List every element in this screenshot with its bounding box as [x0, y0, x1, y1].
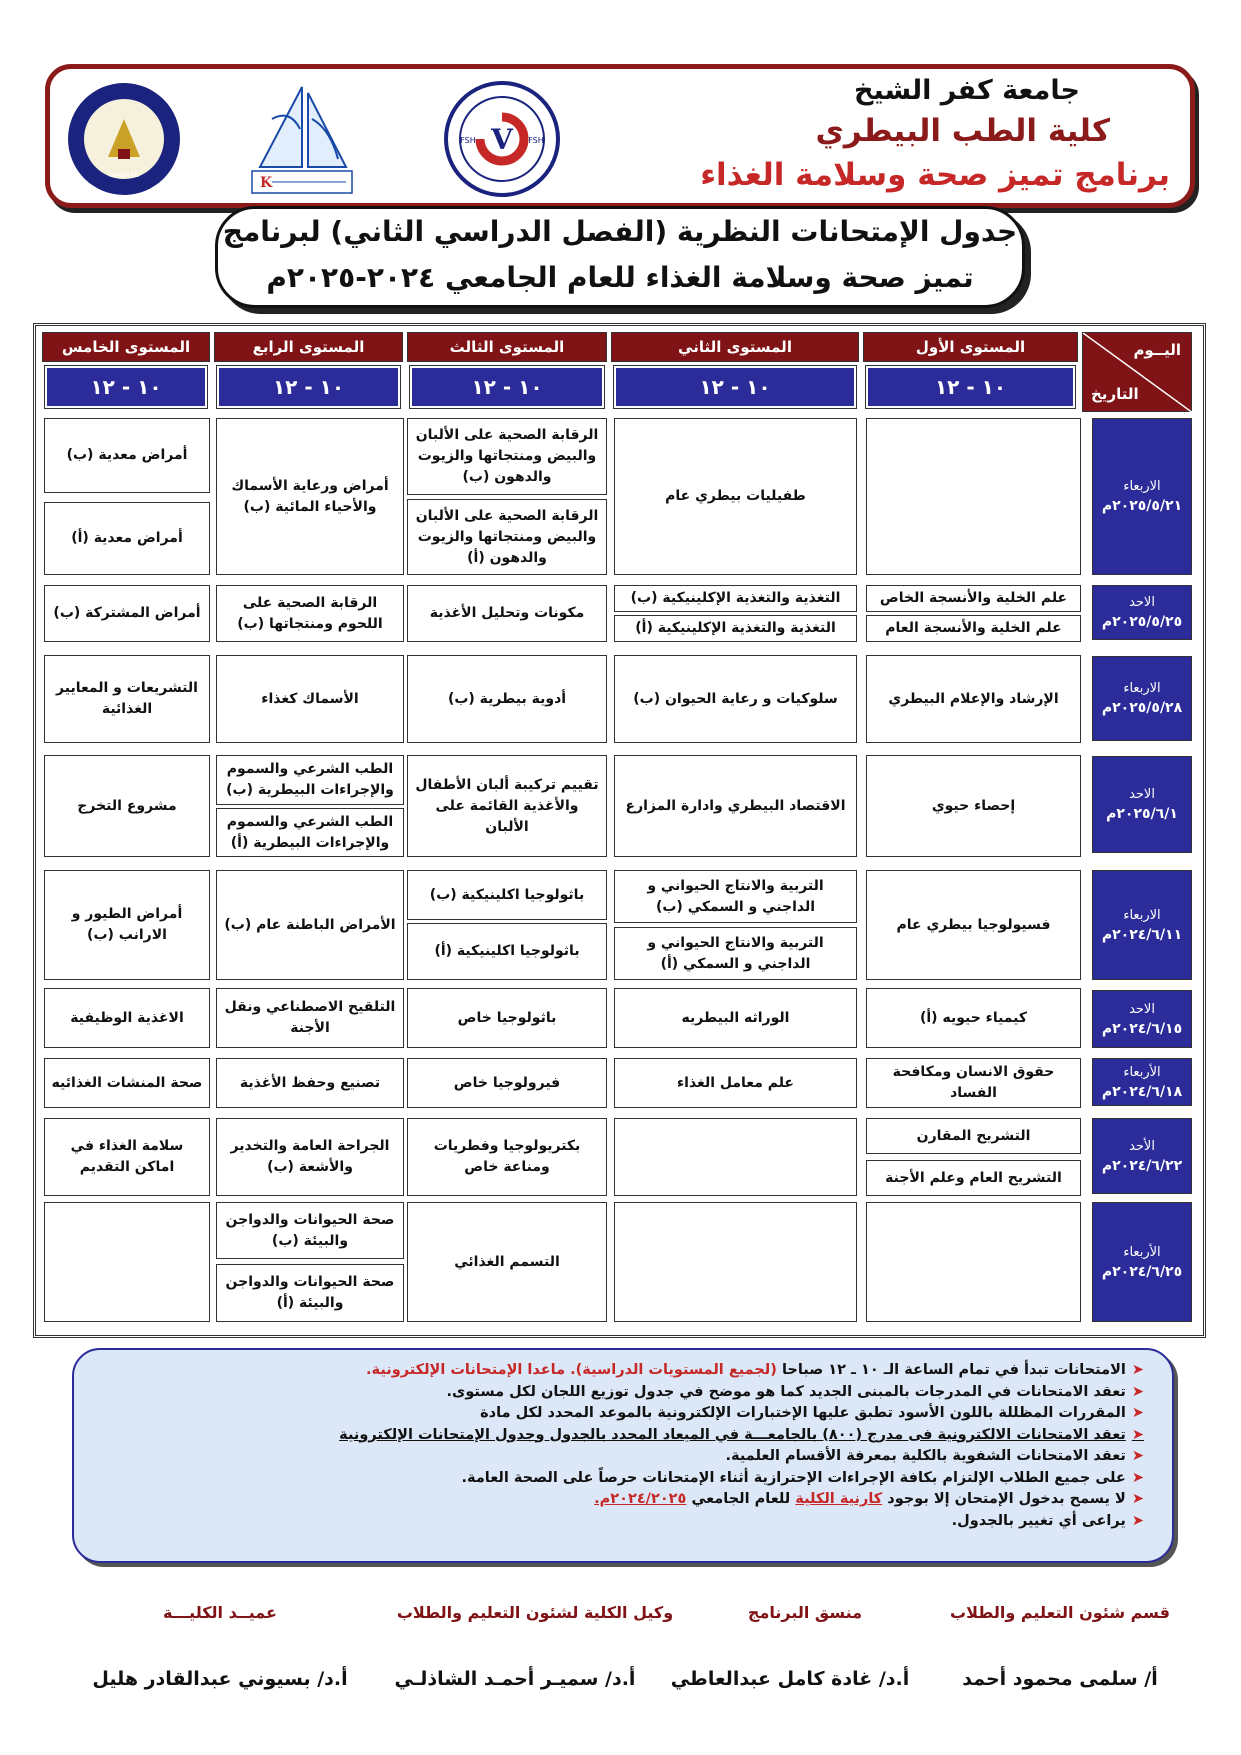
- day-name: الاربعاء: [1123, 907, 1161, 923]
- level-2-header: المستوى الثاني: [611, 332, 859, 362]
- note-text: الامتحانات تبدأ في تمام الساعة الـ ١٠ ـ ١٢ صباحا: [776, 1362, 1126, 1378]
- level-4-time: ١٠ - ١٢: [217, 366, 400, 408]
- note-text: على جميع الطلاب الإلتزام بكافة الإجراءات الإحترازية أثناء الإمتحانات حرصاً على الصحة العامة.: [461, 1469, 1126, 1486]
- note-item: [102, 1360, 1144, 1382]
- exam-date: ٢٠٢٤/٦/١١م: [1101, 926, 1183, 943]
- note-text: للعام الجامعي: [686, 1491, 796, 1507]
- exam-cell: تصنيع وحفظ الأغذية: [216, 1058, 404, 1108]
- exam-cell: الوراثه البيطريه: [614, 988, 857, 1048]
- date-cell: [1092, 990, 1192, 1048]
- arrow-icon: ➤: [1131, 1512, 1144, 1529]
- exam-cell: التلقيح الاصطناعي ونقل الأجنة: [216, 988, 404, 1048]
- header-banner: [45, 64, 1195, 208]
- exam-cell: باثولوجيا اكلينيكية (ب): [407, 870, 607, 920]
- program-name: برنامج تميز صحة وسلامة الغذاء: [700, 157, 1170, 193]
- note-item: [102, 1468, 1144, 1490]
- day-name: الأحد: [1129, 1138, 1155, 1154]
- exam-cell: سلوكيات و رعاية الحيوان (ب): [614, 655, 857, 743]
- exam-cell: التشريح العام وعلم الأجنة: [866, 1160, 1081, 1196]
- schedule-title-box: [215, 206, 1025, 308]
- exam-cell-empty: [866, 1202, 1081, 1322]
- exam-date: ٢٠٢٥/٥/٢١م: [1101, 498, 1183, 514]
- exam-date: ٢٠٢٤/٦/١٨م: [1101, 1083, 1183, 1100]
- date-cell: [1092, 870, 1192, 980]
- svg-text:V: V: [491, 123, 513, 156]
- level-2-time: ١٠ - ١٢: [614, 366, 856, 408]
- note-item: [102, 1425, 1144, 1447]
- svg-text:NAQAAE: NAQAAE: [109, 171, 139, 179]
- signature-name: أ.د/ بسيوني عبدالقادر هليل: [92, 1668, 348, 1690]
- exam-cell: فسيولوجيا بيطري عام: [866, 870, 1081, 980]
- exam-cell: أمراض معدية (أ): [44, 502, 210, 575]
- date-cell: [1092, 1202, 1192, 1322]
- exam-cell: التسمم الغذائي: [407, 1202, 607, 1322]
- exam-cell-empty: [866, 418, 1081, 575]
- exam-cell: الرقابة الصحية على الألبان والبيض ومنتجاتها والزيوت والدهون (أ): [407, 499, 607, 575]
- note-text: تعقد الامتحانات الالكترونية فى مدرج (٨٠٠) بالجامعـــة في الميعاد المحدد بالجدول وجدول الإمتحانات الإلكترونية: [339, 1426, 1126, 1443]
- svg-text:FSH: FSH: [460, 136, 476, 145]
- exam-cell: الاقتصاد البيطري وادارة المزارع: [614, 755, 857, 857]
- day-name: الأربعاء: [1123, 1244, 1161, 1260]
- naqaae-logo: [64, 79, 184, 199]
- signature-title: وكيل الكلية لشئون التعليم والطلاب: [396, 1603, 674, 1622]
- exam-cell: علم الخلية والأنسجة الخاص: [866, 585, 1081, 612]
- exam-cell: طفيليات بيطري عام: [614, 418, 857, 575]
- day-name: الاحد: [1129, 1001, 1155, 1017]
- exam-cell: الرقابة الصحية على الألبان والبيض ومنتجاتها والزيوت والدهون (ب): [407, 418, 607, 495]
- corner-header-cell: [1082, 332, 1192, 412]
- arrow-icon: ➤: [1131, 1448, 1144, 1464]
- arrow-icon: ➤: [1131, 1405, 1144, 1421]
- arrow-icon: ➤: [1131, 1362, 1144, 1378]
- exam-cell: صحة الحيوانات والدواجن والبيئة (ب): [216, 1202, 404, 1259]
- date-cell: [1092, 1058, 1192, 1106]
- exam-cell-empty: [614, 1202, 857, 1322]
- level-1-time: ١٠ - ١٢: [866, 366, 1075, 408]
- date-cell: [1092, 585, 1192, 640]
- exam-cell: الرقابة الصحية على اللحوم ومنتجاتها (ب): [216, 585, 404, 642]
- note-item: [102, 1446, 1144, 1468]
- exam-cell: أمراض المشتركة (ب): [44, 585, 210, 642]
- university-logo: [242, 79, 362, 199]
- level-3-header: المستوى الثالث: [407, 332, 607, 362]
- exam-cell: مشروع التخرج: [44, 755, 210, 857]
- svg-text:K: K: [260, 175, 273, 191]
- exam-cell: إحصاء حيوي: [866, 755, 1081, 857]
- exam-cell-empty: [614, 1118, 857, 1196]
- exam-cell: صحة المنشات الغذائيه: [44, 1058, 210, 1108]
- exam-cell: فيرولوجيا خاص: [407, 1058, 607, 1108]
- exam-cell: التشريعات و المعايير الغذائية: [44, 655, 210, 743]
- note-text: تعقد الامتحانات في المدرجات بالمبنى الجديد كما هو موضح في جدول توزيع اللجان لكل مستوى.: [446, 1383, 1126, 1400]
- date-cell: [1092, 418, 1192, 575]
- notes-box: [72, 1348, 1174, 1563]
- signature-name: أ.د/ سميـر أحمـد الشاذلـي: [394, 1668, 636, 1690]
- exam-cell: أمراض ورعاية الأسماك والأحياء المائية (ب): [216, 418, 404, 575]
- note-text: لا يسمح بدخول الإمتحان إلا بوجود: [882, 1491, 1126, 1507]
- university-name: جامعة كفر الشيخ: [853, 75, 1080, 106]
- exam-cell: أمراض معدية (ب): [44, 418, 210, 493]
- arrow-icon: ➤: [1131, 1383, 1144, 1400]
- day-name: الاحد: [1129, 595, 1155, 610]
- note-item: [102, 1489, 1144, 1511]
- exam-cell: علم معامل الغذاء: [614, 1058, 857, 1108]
- signature-name: أ/ سلمى محمود أحمد: [962, 1668, 1158, 1690]
- note-item: [102, 1511, 1144, 1533]
- day-name: الاربعاء: [1123, 681, 1161, 696]
- level-3-time: ١٠ - ١٢: [410, 366, 604, 408]
- date-cell: [1092, 756, 1192, 853]
- signature-title: عميــد الكليـــة: [163, 1603, 277, 1622]
- exam-cell-empty: [44, 1202, 210, 1322]
- corner-day-label: اليــوم: [1133, 341, 1181, 359]
- exam-date: ٢٠٢٥/٥/٢٨م: [1101, 700, 1183, 716]
- exam-cell: سلامة الغذاء في اماكن التقديم: [44, 1118, 210, 1196]
- schedule-title-line1: جدول الإمتحانات النظرية (الفصل الدراسي الثاني) لبرنامج: [222, 215, 1018, 248]
- date-cell: [1092, 656, 1192, 741]
- exam-cell: كيمياء حيويه (أ): [866, 988, 1081, 1048]
- note-text: تعقد الامتحانات الشفوية بالكلية بمعرفة الأقسام العلمية.: [725, 1448, 1126, 1464]
- exam-cell: بكتريولوجيا وفطريات ومناعة خاص: [407, 1118, 607, 1196]
- level-5-time: ١٠ - ١٢: [45, 366, 207, 408]
- exam-cell: التغذية والتغذية الإكلينيكية (ب): [614, 585, 857, 612]
- exam-date: ٢٠٢٤/٦/١٥م: [1101, 1020, 1183, 1037]
- note-text: يراعى أي تغيير بالجدول.: [951, 1512, 1126, 1529]
- arrow-icon: ➤: [1131, 1426, 1144, 1443]
- exam-cell: باثولوجيا اكلينيكية (أ): [407, 923, 607, 980]
- signature-title: قسم شئون التعليم والطلاب: [950, 1603, 1170, 1622]
- level-4-header: المستوى الرابع: [214, 332, 403, 362]
- arrow-icon: ➤: [1131, 1469, 1144, 1486]
- svg-text:FSH: FSH: [528, 136, 544, 145]
- note-text-highlight: (لجميع المستويات الدراسية). ماعدا الإمتحانات الإلكترونية.: [366, 1362, 777, 1378]
- exam-date: ٢٠٢٤/٦/٢٢م: [1101, 1157, 1183, 1174]
- exam-cell: التربية والانتاج الحيواني و الداجني و السمكي (ب): [614, 870, 857, 923]
- exam-cell: علم الخلية والأنسجة العام: [866, 615, 1081, 642]
- exam-cell: صحة الحيوانات والدواجن والبيئة (أ): [216, 1264, 404, 1322]
- exam-cell: التربية والانتاج الحيواني و الداجني و السمكي (أ): [614, 927, 857, 980]
- note-text: المقررات المظللة باللون الأسود تطبق عليها الإختبارات الإلكترونية بالموعد المحدد لكل مادة: [480, 1405, 1126, 1421]
- corner-date-label: التاريخ: [1091, 385, 1139, 403]
- faculty-name: كلية الطب البيطري: [815, 113, 1110, 149]
- exam-cell: الاغذية الوظيفية: [44, 988, 210, 1048]
- day-name: الاحد: [1129, 787, 1155, 802]
- schedule-title-line2: تميز صحة وسلامة الغذاء للعام الجامعي ٢٠٢٤-٢٠٢٥م: [266, 261, 974, 294]
- level-5-header: المستوى الخامس: [42, 332, 210, 362]
- signature-title: منسق البرنامج: [747, 1603, 863, 1622]
- exam-cell: التشريح المقارن: [866, 1118, 1081, 1154]
- note-text-highlight: كارنية الكلية: [795, 1491, 883, 1507]
- note-item: [102, 1403, 1144, 1425]
- exam-cell: الأمراض الباطنة عام (ب): [216, 870, 404, 980]
- date-cell: [1092, 1118, 1192, 1194]
- exam-cell: الطب الشرعي والسموم والإجراءات البيطرية (أ): [216, 808, 404, 857]
- signature-name: أ.د/ غادة كامل عبدالعاطي: [670, 1668, 910, 1690]
- exam-cell: أمراض الطيور و الارانب (ب): [44, 870, 210, 980]
- exam-cell: الإرشاد والإعلام البيطري: [866, 655, 1081, 743]
- exam-cell: التغذية والتغذية الإكلينيكية (أ): [614, 615, 857, 642]
- exam-cell: الطب الشرعي والسموم والإجراءات البيطرية (ب): [216, 755, 404, 805]
- note-item: [102, 1382, 1144, 1404]
- exam-cell: أدوية بيطرية (ب): [407, 655, 607, 743]
- food-safety-logo: [442, 79, 562, 199]
- arrow-icon: ➤: [1131, 1491, 1144, 1507]
- day-name: الاربعاء: [1123, 479, 1161, 494]
- exam-cell: باثولوجيا خاص: [407, 988, 607, 1048]
- exam-cell: حقوق الانسان ومكافحة الفساد: [866, 1058, 1081, 1108]
- exam-date: ٢٠٢٥/٦/١م: [1106, 806, 1178, 822]
- exam-cell: الأسماك كغذاء: [216, 655, 404, 743]
- exam-cell: تقييم تركيبة ألبان الأطفال والأغذية القائمة على الألبان: [407, 755, 607, 857]
- exam-cell: الجراحة العامة والتخدير والأشعة (ب): [216, 1118, 404, 1196]
- exam-date: ٢٠٢٤/٦/٢٥م: [1101, 1263, 1183, 1280]
- note-text-highlight: ٢٠٢٤/٢٠٢٥م.: [594, 1491, 687, 1507]
- level-1-header: المستوى الأول: [863, 332, 1078, 362]
- exam-cell: مكونات وتحليل الأغذية: [407, 585, 607, 642]
- day-name: الأربعاء: [1123, 1064, 1161, 1080]
- exam-date: ٢٠٢٥/٥/٢٥م: [1101, 614, 1183, 630]
